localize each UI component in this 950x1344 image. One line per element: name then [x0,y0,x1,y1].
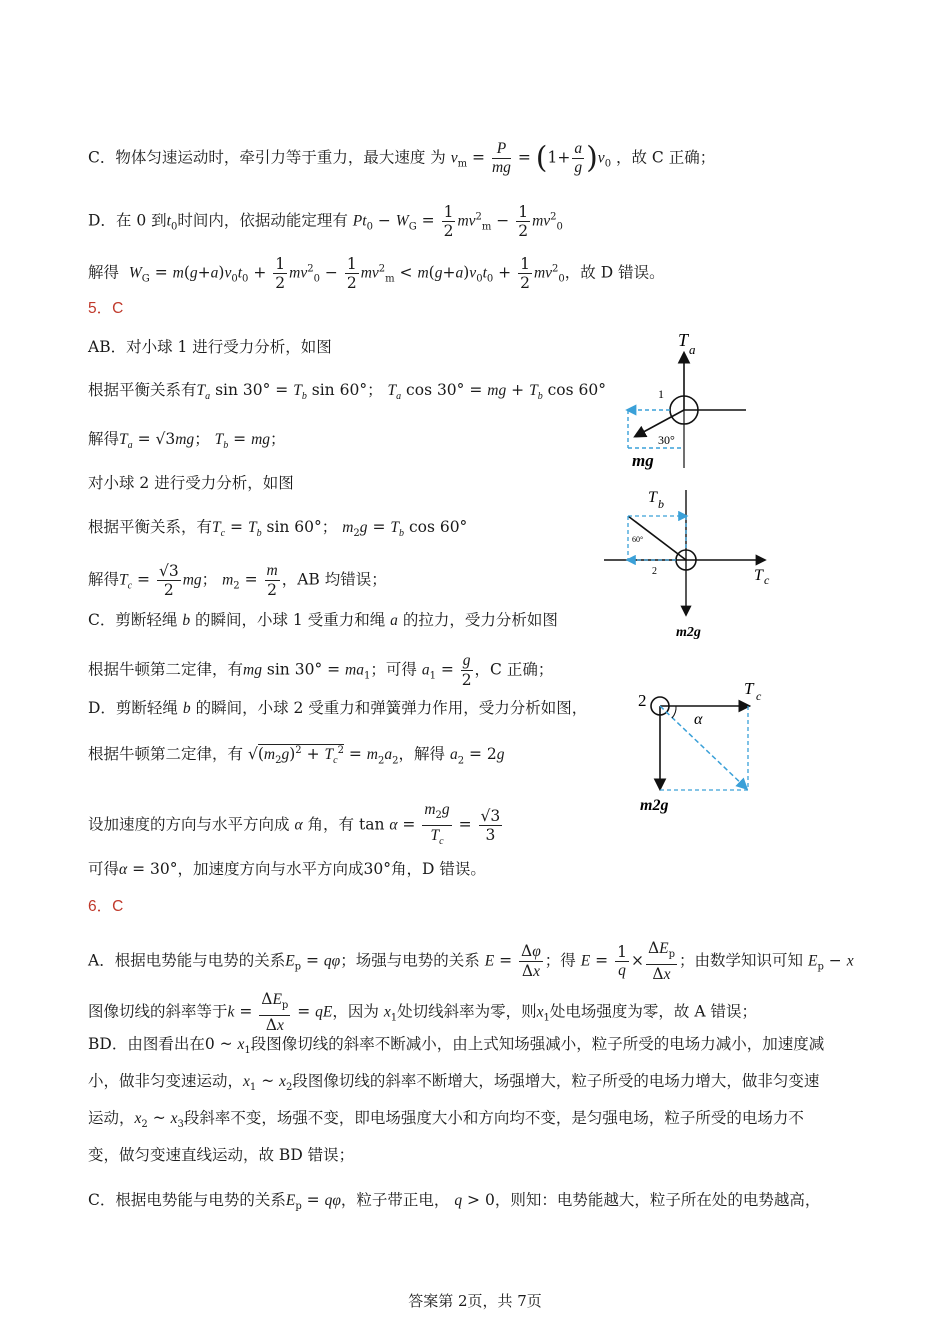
ab-solution: 解得$T_a = √3mg$； $T_b$ = mg； [88,430,286,452]
option-c-line: C．物体匀速运动时，牵引力等于重力，最大速度 为 $v_m$ = $\frac{P}{mg}$ = (1+ $\frac{a}{g}$ )$v_0$ ，故 C 正确； [88,140,716,176]
ab2-solution: 解得$T_c$ = $\frac{√3}{2}$ mg； $m_2$ = $\frac{m}{2}$ ，AB 均错误； [88,562,387,599]
ab2-balance: 根据平衡关系，有$T_c = T_b$ sin 60°； $m_2g = T_b$ cos 60° [88,518,468,540]
fig2-label-Tc: T [754,567,763,584]
fig3-label-c: c [756,689,762,703]
fig1-label-angle: 30° [658,433,675,447]
option-d-line: D．在 0 到$t_0$时间内，依据动能定理有 $Pt_0 - W_G$ = $\frac{1}{2}$ $mv^2_m$ − $\frac{1}{2}$ $mv^2_0$ [88,203,563,240]
fig2-label-b: b [658,497,664,511]
ab-intro: AB．对小球 1 进行受力分析，如图 [88,338,332,356]
figure-ball-1 [610,330,780,470]
bd6-line4: 变，做匀变速直线运动，故 BD 错误； [88,1146,355,1164]
d5-angle: 设加速度的方向与水平方向成 α 角，有 tan α = $\frac{m_2g}{T_c}$ = $\frac{√3}{3}$ [88,801,501,848]
d5-newton: 根据牛顿第二定律，有 $√(m_2g)^2 + T_c^2 = m_2a_2$，解得 $a_2 = 2g$ [88,745,505,767]
c6-line: C．根据电势能与电势的关系$E_p = q\varphi$，粒子带正电， q > 0，则知：电势能越大，粒子所在处的电势越高， [88,1191,821,1213]
d5-final: 可得α = 30°，加速度方向与水平方向成30°角，D 错误。 [88,860,486,878]
a6-line: A．根据电势能与电势的关系$E_p = q\varphi$；场强与电势的关系 E = $\frac{\Delta\varphi}{\Delta x}$ ；得 E = $\frac{1}{q}$ × $\Delta E_p$ Δx ；由数学知识可知 $E_p - x$ [88,939,854,984]
fig1-label-mg: mg [632,451,654,470]
fig1-label-T: T [678,330,689,350]
fig1-label-a: a [689,342,696,357]
fig1-label-1: 1 [658,387,664,401]
bd6-line3: 运动，$x_2$ ~ $x_3$段斜率不变，场强不变，即电场强度大小和方向均不变，是匀强电场，粒子所受的电场力不 [88,1109,804,1131]
option-d-solution: 解得 $W_G = m(g+a)v_0t_0$ + $\frac{1}{2}$ $mv^2_0$ − $\frac{1}{2}$ $mv^2_m < m(g+a)v_0t_0$ + $\frac{1}{2}$ $mv^2_0$，故 D 错误。 [88,255,665,292]
fig2-label-2: 2 [652,566,657,577]
fig3-label-alpha: α [694,711,703,728]
figure-ball-2 [596,484,786,644]
fig3-label-2: 2 [638,691,647,710]
d5-intro: D．剪断轻绳 b 的瞬间，小球 2 受重力和弹簧弹力作用，受力分析如图， [88,699,588,717]
bd6-line1: BD．由图看出在0 ~ $x_1$段图像切线的斜率不断减小，由上式知场强减小，粒子所受的电场力减小，加速度减 [88,1035,825,1057]
ab2-intro: 对小球 2 进行受力分析，如图 [88,474,294,492]
fig3-label-T: T [744,679,754,698]
question-5-answer: 5．C [88,300,124,317]
a6-line2: 图像切线的斜率等于k = $\Delta E_p$ Δx = qE，因为 $x_1$处切线斜率为零，则$x_1$处电场强度为零，故 A 错误； [88,990,757,1035]
c5-newton: 根据牛顿第二定律，有mg $\sin 30^\circ = ma_1$；可得 $a_1$ = $\frac{g}{2}$ ，C 正确； [88,652,554,689]
fig3-label-m2g: m2g [640,797,669,814]
question-6-answer: 6．C [88,898,124,915]
fig2-label-angle: 60° [632,535,644,544]
page-footer: 答案第 2页，共 7页 [408,1292,542,1310]
figure-ball-2-cut [636,676,776,816]
fig2-label-m2g: m2g [676,625,701,640]
fig2-label-c: c [764,573,770,587]
bd6-line2: 小，做非匀变速运动，$x_1$ ~ $x_2$段图像切线的斜率不断增大，场强增大，粒子所受的电场力增大，做非匀变速 [88,1072,820,1094]
ab-balance: 根据平衡关系有$T_a$ $\sin 30^\circ = T_b$ sin 60°； $T_a$ cos 30° = mg + $T_b$ cos 60° [88,381,606,403]
c5-intro: C．剪断轻绳 b 的瞬间，小球 1 受重力和绳 a 的拉力，受力分析如图 [88,611,558,629]
fig2-label-T: T [648,489,657,506]
